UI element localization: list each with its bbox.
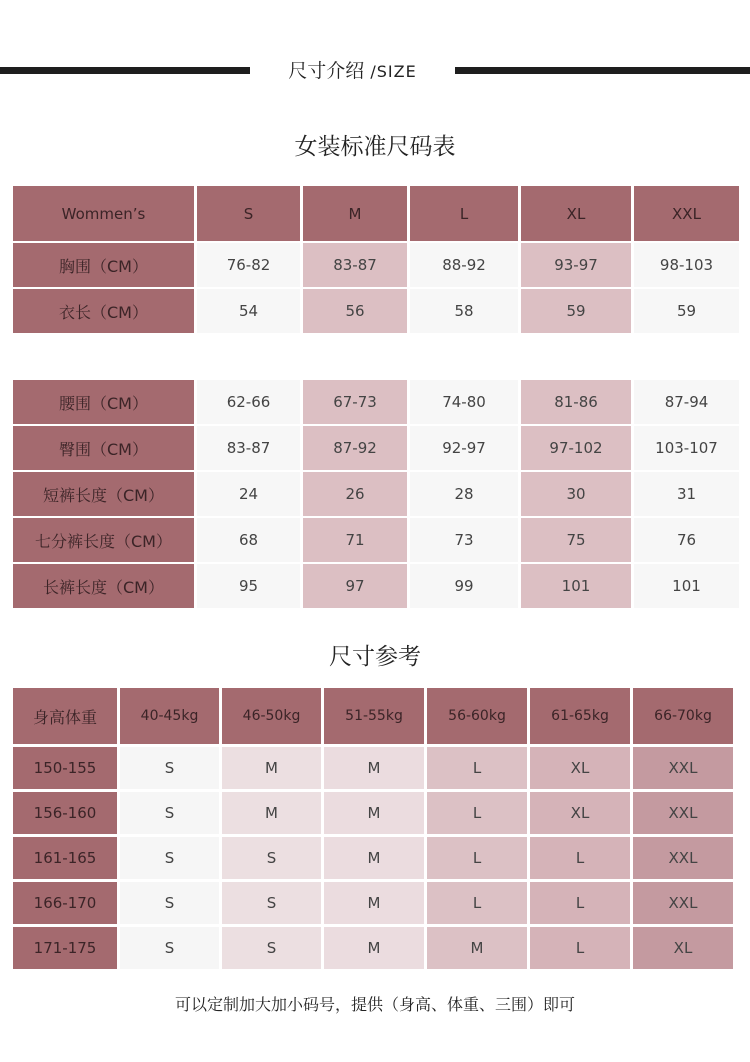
table-cell: 59 [521,289,631,333]
table-cell: 74-80 [410,380,518,424]
table-cell: 101 [634,564,739,608]
ref-cell: L [530,837,630,879]
row-label: 短裤长度（CM） [13,472,194,516]
table-cell: 71 [303,518,407,562]
header-title [250,56,455,87]
weight-header: 61-65kg [530,688,630,744]
weight-header: 40-45kg [120,688,219,744]
table-header-row [13,186,739,241]
weight-header: 66-70kg [633,688,733,744]
table-cell: 30 [521,472,631,516]
table-cell: 98-103 [634,243,739,287]
ref-row [13,882,733,924]
ref-cell: XL [530,747,630,789]
table-cell: 81-86 [521,380,631,424]
size-header-xl: XL [521,186,631,241]
table-cell: 76-82 [197,243,300,287]
ref-row [13,747,733,789]
table-cell: 62-66 [197,380,300,424]
table-cell: 31 [634,472,739,516]
table-cell: 83-87 [303,243,407,287]
ref-row [13,837,733,879]
row-label: 胸围（CM） [13,243,194,287]
table-row [13,289,739,333]
table-cell: 83-87 [197,426,300,470]
ref-cell: S [120,837,219,879]
table-row [13,564,739,608]
weight-header: 46-50kg [222,688,321,744]
table-cell: 93-97 [521,243,631,287]
size-reference-title: 尺寸参考 [329,644,421,670]
ref-cell: XL [530,792,630,834]
ref-cell: L [427,747,527,789]
table-cell: 97-102 [521,426,631,470]
ref-cell: M [222,747,321,789]
height-label: 156-160 [13,792,117,834]
row-label: 长裤长度（CM） [13,564,194,608]
ref-cell: L [427,837,527,879]
table-cell: 92-97 [410,426,518,470]
weight-header: 51-55kg [324,688,424,744]
table-cell: 95 [197,564,300,608]
header-bar-left [0,67,250,74]
header-title-cn: 尺寸介绍 [288,60,365,82]
ref-cell: S [120,792,219,834]
section-header [0,56,750,86]
table-cell: 88-92 [410,243,518,287]
ref-cell: XXL [633,792,733,834]
table-cell: 59 [634,289,739,333]
size-chart-title: 女装标准尺码表 [294,134,456,160]
row-label: 臀围（CM） [13,426,194,470]
size-header-l: L [410,186,518,241]
table-cell: 75 [521,518,631,562]
ref-cell: M [324,882,424,924]
table-cell: 87-94 [634,380,739,424]
table-cell: 58 [410,289,518,333]
header-bar-right [455,67,750,74]
size-table-top [10,184,742,335]
table-row [13,243,739,287]
ref-corner-label: 身高体重 [13,688,117,744]
ref-cell: XL [633,927,733,969]
size-table-bottom [10,378,742,610]
ref-cell: S [120,927,219,969]
table-row [13,426,739,470]
table-row [13,518,739,562]
ref-cell: M [324,837,424,879]
table-cell: 54 [197,289,300,333]
table-cell: 73 [410,518,518,562]
table-cell: 101 [521,564,631,608]
size-header-m: M [303,186,407,241]
height-label: 150-155 [13,747,117,789]
ref-cell: L [427,792,527,834]
table-cell: 97 [303,564,407,608]
ref-row [13,792,733,834]
ref-cell: XXL [633,882,733,924]
table-cell: 67-73 [303,380,407,424]
ref-cell: L [427,882,527,924]
ref-cell: S [120,747,219,789]
height-label: 166-170 [13,882,117,924]
table-cell: 24 [197,472,300,516]
ref-cell: M [324,927,424,969]
height-label: 171-175 [13,927,117,969]
ref-cell: S [222,882,321,924]
ref-header-row [13,688,733,744]
row-label: 七分裤长度（CM） [13,518,194,562]
table-cell: 68 [197,518,300,562]
table-cell: 28 [410,472,518,516]
ref-row [13,927,733,969]
table-row [13,380,739,424]
ref-cell: S [120,882,219,924]
weight-header: 56-60kg [427,688,527,744]
size-header-s: S [197,186,300,241]
ref-cell: M [222,792,321,834]
row-label: 衣长（CM） [13,289,194,333]
table-cell: 56 [303,289,407,333]
ref-cell: XXL [633,837,733,879]
table-cell: 87-92 [303,426,407,470]
table-cell: 26 [303,472,407,516]
ref-cell: M [324,747,424,789]
ref-cell: M [324,792,424,834]
ref-cell: S [222,927,321,969]
table-cell: 76 [634,518,739,562]
table-corner-label: Wommen’s [13,186,194,241]
size-header-xxl: XXL [634,186,739,241]
ref-cell: XXL [633,747,733,789]
size-reference-table [10,685,736,972]
row-label: 腰围（CM） [13,380,194,424]
table-cell: 99 [410,564,518,608]
ref-cell: L [530,882,630,924]
table-row [13,472,739,516]
ref-cell: L [530,927,630,969]
ref-cell: M [427,927,527,969]
custom-size-note: 可以定制加大加小码号，提供（身高、体重、三围）即可 [174,995,575,1014]
height-label: 161-165 [13,837,117,879]
table-cell: 103-107 [634,426,739,470]
header-title-en: /SIZE [370,62,417,81]
ref-cell: S [222,837,321,879]
